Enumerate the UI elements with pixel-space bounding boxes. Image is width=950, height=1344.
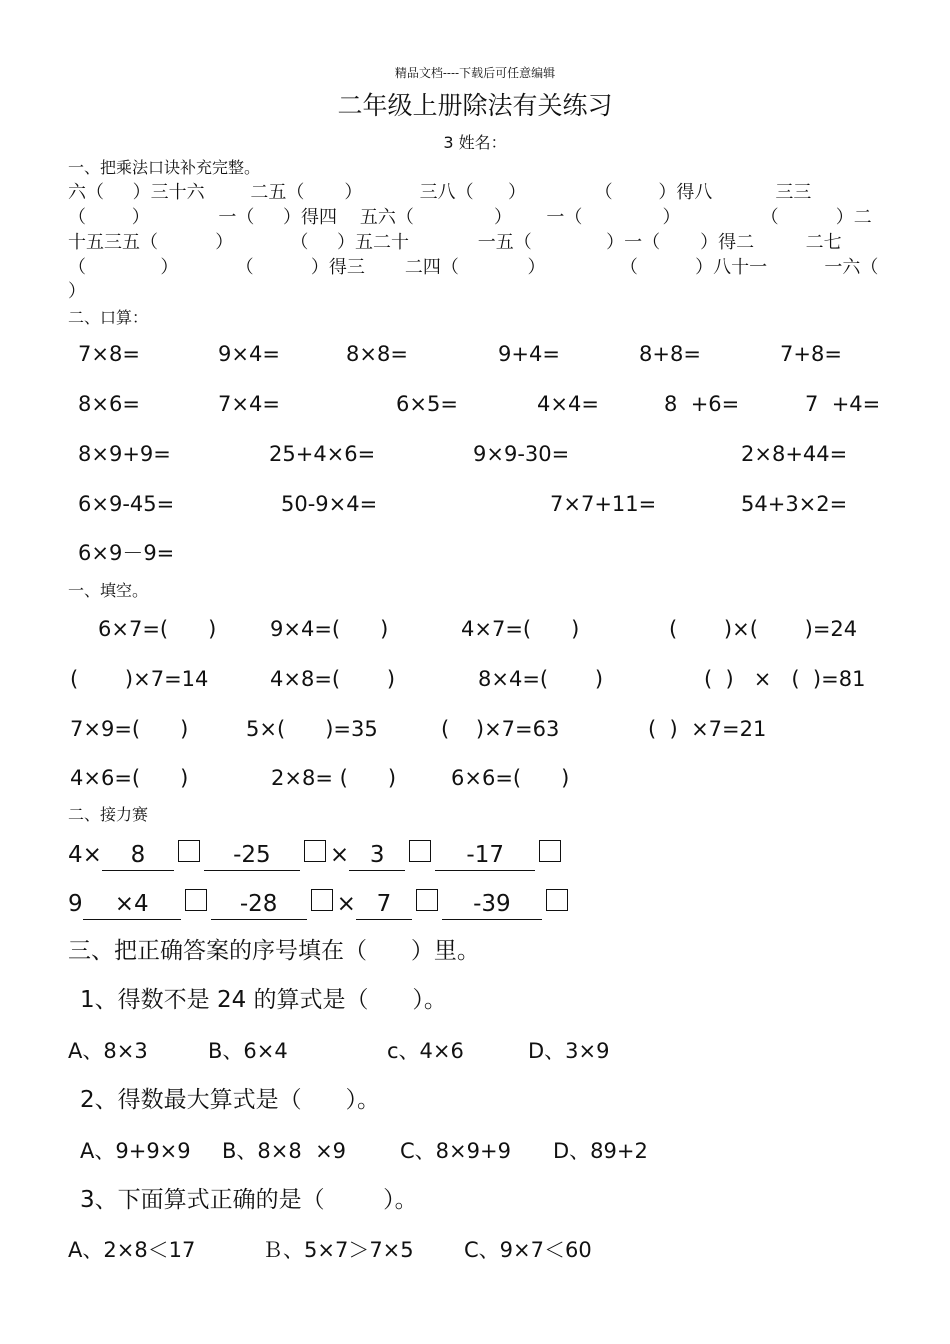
relay1-op: ×	[329, 842, 350, 868]
calc-r2-c2: 7×4=	[218, 392, 280, 416]
section1-heading: 一、把乘法口诀补充完整。	[68, 158, 261, 177]
relay1-box-4	[539, 840, 561, 862]
q3-option-c: C、9×7＜60	[464, 1238, 592, 1262]
relay2-box-1	[185, 889, 207, 911]
q2-option-a: A、9+9×9	[80, 1139, 191, 1163]
calc-r1-c3: 8×8=	[346, 342, 408, 366]
calc-r2-c6: 7 +4=	[805, 392, 881, 416]
fill-r1-c4: ( )×( )=24	[669, 617, 858, 641]
calc-r2-c3: 6×5=	[396, 392, 458, 416]
calc-r3-c3: 9×9-30=	[473, 442, 570, 466]
fill-r2-c4: ( ) × ( )=81	[704, 667, 866, 691]
fill-r4-c2: 2×8= ( )	[271, 766, 397, 790]
relay2-blank-b: -28	[211, 893, 307, 920]
q2-option-d: D、89+2	[553, 1139, 648, 1163]
calc-r1-c4: 9+4=	[498, 342, 560, 366]
calc-r4-c4: 54+3×2=	[741, 492, 848, 516]
question-1: 1、得数不是 24 的算式是（ ）。	[80, 987, 447, 1013]
calc-r2-c5: 8 +6=	[664, 392, 740, 416]
relay1-blank-d: -17	[435, 844, 535, 871]
relay2-box-4	[546, 889, 568, 911]
calc-r5-c1: 6×9－9=	[78, 541, 175, 565]
fill-r4-c3: 6×6=( )	[451, 766, 570, 790]
section1-line-1: 六（ ）三十六 二五（ ） 三八（ ） （ ）得八 三三	[68, 182, 812, 203]
q1-option-d: D、3×9	[528, 1039, 610, 1063]
section5-heading: 三、把正确答案的序号填在（ ）里。	[68, 938, 480, 964]
question-3: 3、下面算式正确的是（ ）。	[80, 1187, 418, 1213]
relay2-op: ×	[336, 891, 356, 917]
section1-line-5: ）	[68, 281, 86, 302]
fill-r1-c1: 6×7=( )	[98, 617, 217, 641]
section3-heading: 一、填空。	[68, 581, 149, 600]
fill-r3-c3: ( )×7=63	[441, 717, 560, 741]
page-header: 精品文档----下载后可任意编辑	[394, 66, 556, 80]
calc-r3-c4: 2×8+44=	[741, 442, 848, 466]
fill-r4-c1: 4×6=( )	[70, 766, 189, 790]
fill-r2-c2: 4×8=( )	[270, 667, 396, 691]
calc-r2-c1: 8×6=	[78, 392, 140, 416]
calc-r4-c3: 7×7+11=	[550, 492, 657, 516]
relay-chain-1	[68, 840, 565, 871]
calc-r4-c1: 6×9-45=	[78, 492, 175, 516]
q1-option-c: c、4×6	[387, 1039, 464, 1063]
page-title: 二年级上册除法有关练习	[337, 91, 613, 120]
relay1-blank-b: -25	[204, 844, 300, 871]
relay-chain-2	[68, 889, 572, 920]
section4-heading: 二、接力赛	[68, 805, 149, 824]
relay1-box-2	[304, 840, 326, 862]
relay2-blank-a: ×4	[83, 893, 181, 920]
relay2-start: 9	[68, 891, 83, 917]
q2-option-c: C、8×9+9	[400, 1139, 511, 1163]
relay1-start: 4×	[68, 842, 102, 868]
fill-r1-c2: 9×4=( )	[270, 617, 389, 641]
name-line: 3 姓名：	[443, 133, 507, 152]
relay2-box-2	[311, 889, 333, 911]
fill-r3-c2: 5×( )=35	[246, 717, 378, 741]
fill-r1-c3: 4×7=( )	[461, 617, 580, 641]
section2-heading: 二、口算：	[68, 308, 149, 327]
relay1-blank-c: 3	[349, 844, 405, 871]
calc-r1-c1: 7×8=	[78, 342, 140, 366]
calc-r1-c6: 7+8=	[780, 342, 842, 366]
relay1-box-3	[409, 840, 431, 862]
fill-r2-c1: ( )×7=14	[70, 667, 209, 691]
relay1-blank-a: 8	[102, 844, 174, 871]
relay2-blank-d: -39	[442, 893, 542, 920]
question-2: 2、得数最大算式是（ ）。	[80, 1087, 380, 1113]
relay2-blank-c: 7	[356, 893, 412, 920]
fill-r2-c3: 8×4=( )	[478, 667, 604, 691]
calc-r1-c5: 8+8=	[639, 342, 701, 366]
q1-option-a: A、8×3	[68, 1039, 148, 1063]
calc-r4-c2: 50-9×4=	[281, 492, 378, 516]
section1-line-3: 十五三五（ ） （ ）五二十 一五（ ）一（ ）得二 二七	[68, 232, 842, 253]
relay1-box-1	[178, 840, 200, 862]
q1-option-b: B、6×4	[208, 1039, 288, 1063]
calc-r2-c4: 4×4=	[537, 392, 599, 416]
calc-r1-c2: 9×4=	[218, 342, 280, 366]
q3-option-b: Ｂ、5×7＞7×5	[262, 1238, 414, 1262]
fill-r3-c4: ( ) ×7=21	[648, 717, 767, 741]
q3-option-a: A、2×8＜17	[68, 1238, 196, 1262]
section1-line-4: （ ） （ ）得三 二四（ ） （ ）八十一 一六（	[68, 257, 879, 278]
fill-r3-c1: 7×9=( )	[70, 717, 189, 741]
calc-r3-c2: 25+4×6=	[269, 442, 376, 466]
section1-line-2: （ ） 一（ ）得四 五六（ ） 一（ ） （ ）二	[68, 207, 872, 228]
relay2-box-3	[416, 889, 438, 911]
calc-r3-c1: 8×9+9=	[78, 442, 171, 466]
q2-option-b: B、8×8 ×9	[222, 1139, 347, 1163]
